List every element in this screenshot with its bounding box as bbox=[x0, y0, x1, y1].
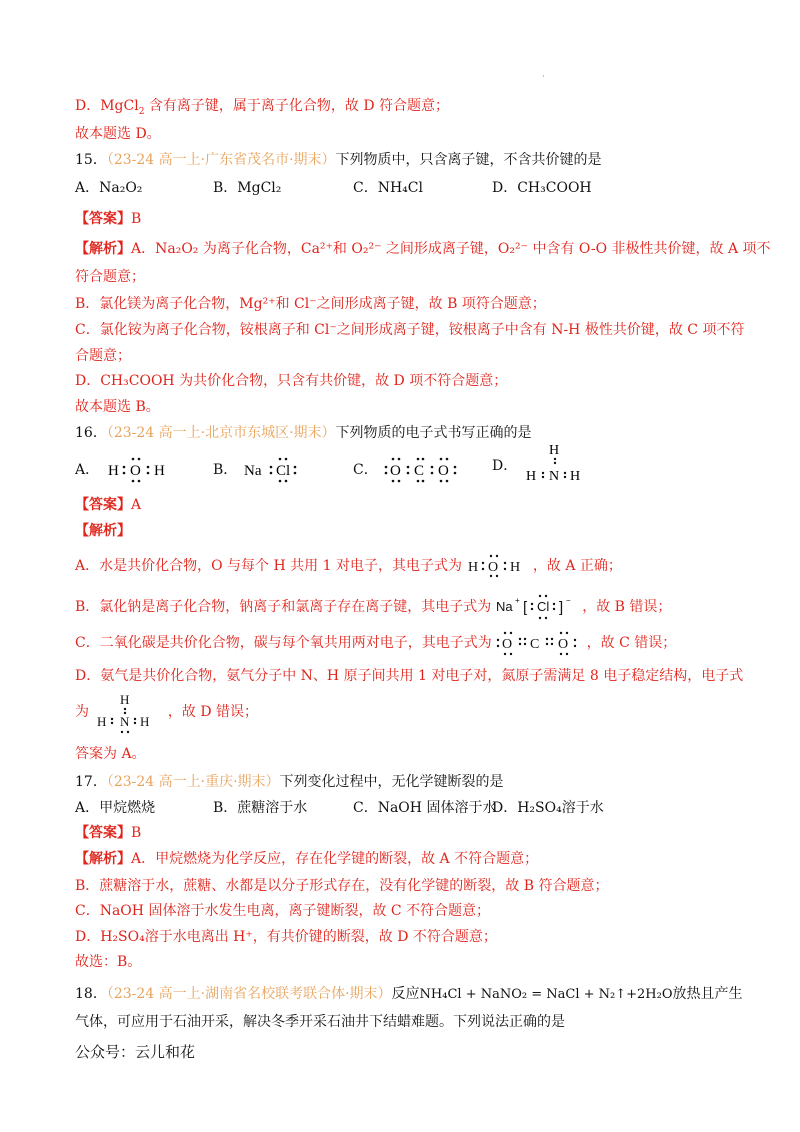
svg-text:H: H bbox=[510, 560, 521, 575]
svg-text:O: O bbox=[129, 463, 141, 479]
q16-analysis-d-1: D．氨气是共价化合物，氨气分子中 N、H 原子间共用 1 对电子对，氮原子需满足 8 电子稳定结构，电子式 bbox=[75, 668, 744, 684]
svg-text:N: N bbox=[548, 469, 559, 484]
sodium-chloride-electron-formula-inline bbox=[496, 593, 578, 621]
q17-option-d: D．H₂SO₄溶于水 bbox=[492, 800, 604, 816]
q17-answer: 【答案】B bbox=[75, 825, 142, 841]
svg-text:]: ] bbox=[558, 599, 563, 616]
q15-stem: 15．（23-24 高一上·广东省茂名市·期末）下列物质中，只含离子键，不含共价键的是 bbox=[75, 152, 602, 168]
q17-analysis-1: 【解析】A．甲烷燃烧为化学反应，存在化学键的断裂，故 A 不符合题意； bbox=[75, 851, 539, 867]
q15-analysis-6: D．CH₃COOH 为共价化合物，只含有共价键，故 D 项不符合题意； bbox=[75, 373, 508, 389]
svg-text:H: H bbox=[569, 469, 580, 484]
corner-mark: · bbox=[542, 72, 545, 82]
q17-option-c: C．NaOH 固体溶于水 bbox=[353, 800, 497, 816]
q16-analysis-b: B．氯化钠是离子化合物，钠离子和氯离子存在离子键，其电子式为 Na + [ Cl ] − ，故 B 错误； bbox=[75, 593, 671, 621]
ammonia-wrong-electron-formula bbox=[522, 440, 592, 488]
q18-stem-line-2: 气体，可应用于石油开采，解决冬季开采石油井下结蜡难题。下列说法正确的是 bbox=[75, 1014, 565, 1030]
svg-text:O: O bbox=[558, 637, 569, 652]
q15-analysis-2: 符合题意； bbox=[75, 269, 145, 285]
svg-text:+: + bbox=[514, 596, 520, 605]
svg-text:[: [ bbox=[522, 599, 527, 616]
q16-option-a: A． H O H bbox=[75, 455, 174, 485]
svg-text:O: O bbox=[438, 463, 450, 479]
svg-text:Na: Na bbox=[243, 463, 262, 479]
q16-analysis-a: A．水是共价化合物，O 与每个 H 共用 1 对电子，其电子式为 H O H ，故 A 正确； bbox=[75, 553, 622, 579]
q16-analysis-tag: 【解析】 bbox=[75, 523, 131, 539]
q16-option-b: B． Na Cl bbox=[213, 455, 312, 485]
q17-analysis-3: C．NaOH 固体溶于水发生电离，离子键断裂，故 C 不符合题意； bbox=[75, 903, 491, 919]
q15-analysis-7: 故本题选 B。 bbox=[75, 399, 160, 415]
q15-option-a: A．Na₂O₂ bbox=[75, 180, 143, 196]
q17-analysis-4: D．H₂SO₄溶于水电离出 H⁺，有共价键的断裂，故 D 不符合题意； bbox=[75, 929, 497, 945]
svg-text:−: − bbox=[565, 596, 571, 605]
q16-answer: 【答案】A bbox=[75, 497, 142, 513]
q18-equation: NH₄Cl + NaNO₂ = NaCl + N₂↑+2H₂O bbox=[419, 987, 673, 1002]
svg-text:Cl: Cl bbox=[536, 599, 550, 614]
svg-text:H: H bbox=[120, 692, 130, 707]
q18-stem: 18．（23-24 高一上·湖南省名校联考联合体·期末）反应NH₄Cl + NaNO₂ = NaCl + N₂↑+2H₂O放热且产生 bbox=[75, 986, 743, 1002]
q15-analysis-1: 【解析】A．Na₂O₂ 为离子化合物，Ca²⁺和 O₂²⁻ 之间形成离子键，O₂²⁻ 中含有 O-O 非极性共价键，故 A 项不 bbox=[75, 241, 771, 257]
ammonia-electron-formula-inline bbox=[93, 692, 163, 736]
svg-text:H: H bbox=[525, 469, 536, 484]
water-electron-formula-inline bbox=[466, 553, 528, 579]
svg-text:H: H bbox=[140, 714, 150, 729]
q17-option-a: A．甲烷燃烧 bbox=[75, 800, 156, 816]
q16-option-d: D． H H N H bbox=[492, 440, 592, 488]
sodium-chloride-electron-formula bbox=[242, 455, 312, 485]
svg-text:H: H bbox=[153, 463, 165, 479]
svg-text:N: N bbox=[120, 714, 130, 729]
q15-analysis-5: 合题意； bbox=[75, 348, 131, 364]
svg-text:O: O bbox=[502, 637, 513, 652]
q16-analysis-c: C．二氧化碳是共价化合物，碳与每个氧共用两对电子，其电子式为 O C O ，故 C 错误； bbox=[75, 630, 676, 656]
q14-option-d-analysis: D．MgCl$_2$ 含有离子键，属于离子化合物，故 D 符合题意； bbox=[75, 98, 450, 117]
q15-option-d: D．CH₃COOH bbox=[492, 180, 592, 196]
q15-option-c: C．NH₄Cl bbox=[353, 180, 423, 196]
svg-text:C: C bbox=[414, 463, 425, 479]
svg-text:Cl: Cl bbox=[275, 463, 290, 479]
q17-option-b: B．蔗糖溶于水 bbox=[213, 800, 308, 816]
svg-text:O: O bbox=[488, 560, 499, 575]
q14-conclusion: 故本题选 D。 bbox=[75, 126, 161, 142]
water-electron-formula bbox=[104, 455, 174, 485]
q16-conclusion: 答案为 A。 bbox=[75, 746, 146, 762]
q17-conclusion: 故选：B。 bbox=[75, 954, 142, 970]
carbon-dioxide-electron-formula bbox=[382, 455, 462, 485]
svg-text:H: H bbox=[97, 714, 107, 729]
footer-wechat-account: 公众号：云儿和花 bbox=[75, 1043, 196, 1061]
svg-text:O: O bbox=[390, 463, 402, 479]
svg-text:H: H bbox=[468, 560, 479, 575]
carbon-dioxide-electron-formula-inline bbox=[496, 630, 582, 656]
q16-stem: 16．（23-24 高一上·北京市东城区·期末）下列物质的电子式书写正确的是 bbox=[75, 425, 532, 441]
q16-analysis-d-2: 为 H H N H ，故 D 错误； bbox=[75, 692, 258, 740]
svg-text:H: H bbox=[107, 463, 119, 479]
svg-text:Na: Na bbox=[495, 599, 513, 614]
svg-text:C: C bbox=[530, 637, 540, 652]
q15-answer: 【答案】B bbox=[75, 211, 142, 227]
q16-option-c: C． O C O bbox=[353, 455, 462, 485]
q15-option-b: B．MgCl₂ bbox=[213, 180, 282, 196]
q15-analysis-4: C．氯化铵为离子化合物，铵根离子和 Cl⁻之间形成离子键，铵根离子中含有 N-H 极性共价键，故 C 项不符 bbox=[75, 322, 745, 338]
q17-analysis-2: B．蔗糖溶于水，蔗糖、水都是以分子形式存在，没有化学键的断裂，故 B 符合题意； bbox=[75, 878, 609, 894]
q17-stem: 17．（23-24 高一上·重庆·期末）下列变化过程中，无化学键断裂的是 bbox=[75, 774, 504, 790]
q15-analysis-3: B．氯化镁为离子化合物，Mg²⁺和 Cl⁻之间形成离子键，故 B 项符合题意； bbox=[75, 296, 546, 312]
svg-text:H: H bbox=[548, 443, 559, 458]
